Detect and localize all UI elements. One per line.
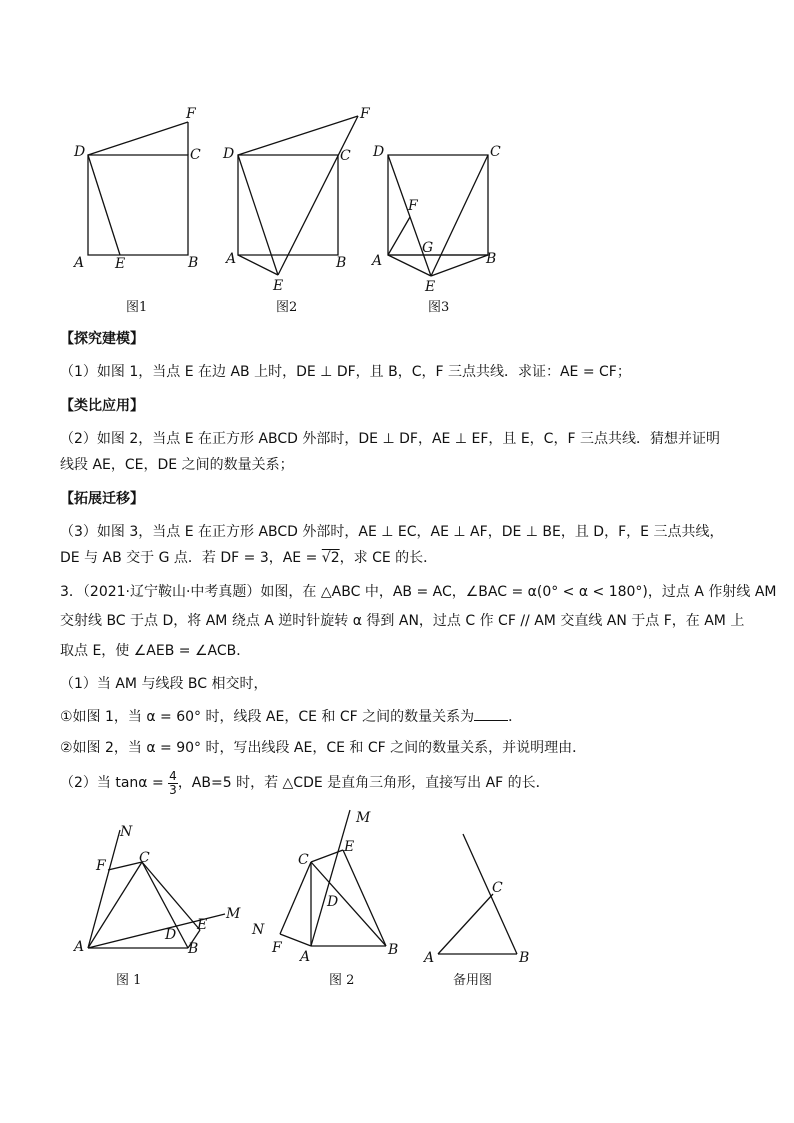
label-C: C <box>298 852 309 868</box>
label-B: B <box>388 942 399 958</box>
section-extension: 【拓展迁移】 <box>60 491 144 507</box>
figure-3-square-ABCD <box>370 100 530 300</box>
label-F: F <box>360 106 370 122</box>
label-B: B <box>519 950 530 966</box>
figure-2-square-ABCD <box>220 100 383 300</box>
label-A: A <box>372 253 383 269</box>
label-C: C <box>490 144 501 160</box>
geometry-segment <box>108 862 142 870</box>
geometry-segment <box>280 934 311 946</box>
geometry-segment <box>88 122 188 155</box>
label-E: E <box>273 278 284 294</box>
label-E: E <box>344 839 355 855</box>
geometry-segment <box>278 116 358 275</box>
square-outline <box>238 155 338 255</box>
label-D: D <box>327 894 339 910</box>
label-E: E <box>425 279 436 295</box>
geometry-segment <box>88 862 142 948</box>
problem-3-line3: 取点 E，使 ∠AEB = ∠ACB． <box>60 643 251 659</box>
label-F: F <box>96 858 106 874</box>
label-A: A <box>226 251 237 267</box>
problem-3-line1: 3．（2021·辽宁鞍山·中考真题）如图，在 △ABC 中，AB = AC，∠BAC = α(0° < α < 180°)，过点 A 作射线 AM <box>60 584 777 600</box>
label-C: C <box>190 147 201 163</box>
label-B: B <box>188 255 199 271</box>
caption-fig1: 图1 <box>126 300 148 315</box>
problem-3-part1-1: ①如图 1，当 α = 60° 时，线段 AE，CE 和 CF 之间的数量关系为 ． <box>60 706 522 727</box>
problem-3-figure-2 <box>250 800 420 980</box>
geometry-segment <box>343 850 386 946</box>
label-A: A <box>300 949 311 965</box>
label-E: E <box>115 256 126 272</box>
geometry-segment <box>280 862 311 934</box>
geometry-segment <box>438 894 493 954</box>
question-1: （1）如图 1，当点 E 在边 AB 上时，DE ⊥ DF，且 B，C，F 三点共线．求证：AE = CF； <box>60 364 631 380</box>
label-C: C <box>340 148 351 164</box>
question-2-line1: （2）如图 2，当点 E 在正方形 ABCD 外部时，DE ⊥ DF，AE ⊥ EF，且 E，C，F 三点共线．猜想并证明 <box>60 431 720 447</box>
section-analogy: 【类比应用】 <box>60 398 144 414</box>
square-outline <box>88 155 188 255</box>
geometry-segment <box>388 217 410 255</box>
problem-3-part1-2: ②如图 2，当 α = 90° 时，写出线段 AE，CE 和 CF 之间的数量关系，并说明理由． <box>60 740 587 756</box>
caption-fig1: 图 1 <box>116 973 142 988</box>
label-B: B <box>188 941 199 957</box>
fraction-four-thirds: $\frac{4}{3}$ <box>169 768 177 797</box>
label-E: E <box>197 917 208 933</box>
problem-3-part1: （1）当 AM 与线段 BC 相交时， <box>60 676 268 692</box>
problem-3-line2: 交射线 BC 于点 D，将 AM 绕点 A 逆时针旋转 α 得到 AN，过点 C 作 CF // AM 交直线 AN 于点 F，在 AM 上 <box>60 613 745 629</box>
label-B: B <box>486 251 497 267</box>
label-D: D <box>373 144 385 160</box>
caption-fig2: 图 2 <box>329 973 355 988</box>
label-F: F <box>408 198 418 214</box>
label-C: C <box>139 850 150 866</box>
label-D: D <box>74 144 86 160</box>
caption-spare: 备用图 <box>453 973 493 988</box>
label-N: N <box>120 824 133 840</box>
geometry-segment <box>88 830 120 948</box>
label-D: D <box>165 927 177 943</box>
label-C: C <box>492 880 503 896</box>
problem-3-spare-figure <box>420 820 550 970</box>
square-outline <box>388 155 488 255</box>
problem-3-part2: （2）当 tanα = $\frac{4}{3}$ ，AB=5 时，若 △CDE 是直角三角形，直接写出 AF 的长． <box>60 768 550 797</box>
label-M: M <box>356 810 371 826</box>
question-3-line1: （3）如图 3，当点 E 在正方形 ABCD 外部时，AE ⊥ EC，AE ⊥ AF，DE ⊥ BE，且 D，F，E 三点共线， <box>60 524 724 540</box>
label-G: G <box>422 240 434 256</box>
problem-3-figure-1 <box>70 820 250 980</box>
question-3-line2: DE 与 AB 交于 G 点．若 DF = 3，AE = √2，求 CE 的长． <box>60 550 438 566</box>
figure-1-square-ABCD <box>60 100 220 280</box>
label-N: N <box>252 922 265 938</box>
label-A: A <box>74 255 85 271</box>
question-2-line2: 线段 AE，CE，DE 之间的数量关系； <box>60 457 294 473</box>
geometry-segment <box>238 155 278 275</box>
label-A: A <box>424 950 435 966</box>
sqrt-two: √2 <box>321 550 340 566</box>
geometry-segment <box>88 155 120 255</box>
label-D: D <box>223 146 235 162</box>
geometry-segment <box>463 834 517 954</box>
geometry-segment <box>142 862 200 930</box>
label-F: F <box>186 106 196 122</box>
caption-fig3: 图3 <box>428 300 450 315</box>
label-B: B <box>336 255 347 271</box>
geometry-segment <box>311 850 343 862</box>
answer-blank <box>474 706 508 721</box>
label-F: F <box>272 940 282 956</box>
label-M: M <box>226 906 241 922</box>
section-explore: 【探究建模】 <box>60 331 144 347</box>
geometry-segment <box>311 810 350 946</box>
geometry-segment <box>311 862 386 946</box>
label-A: A <box>74 939 85 955</box>
caption-fig2: 图2 <box>276 300 298 315</box>
